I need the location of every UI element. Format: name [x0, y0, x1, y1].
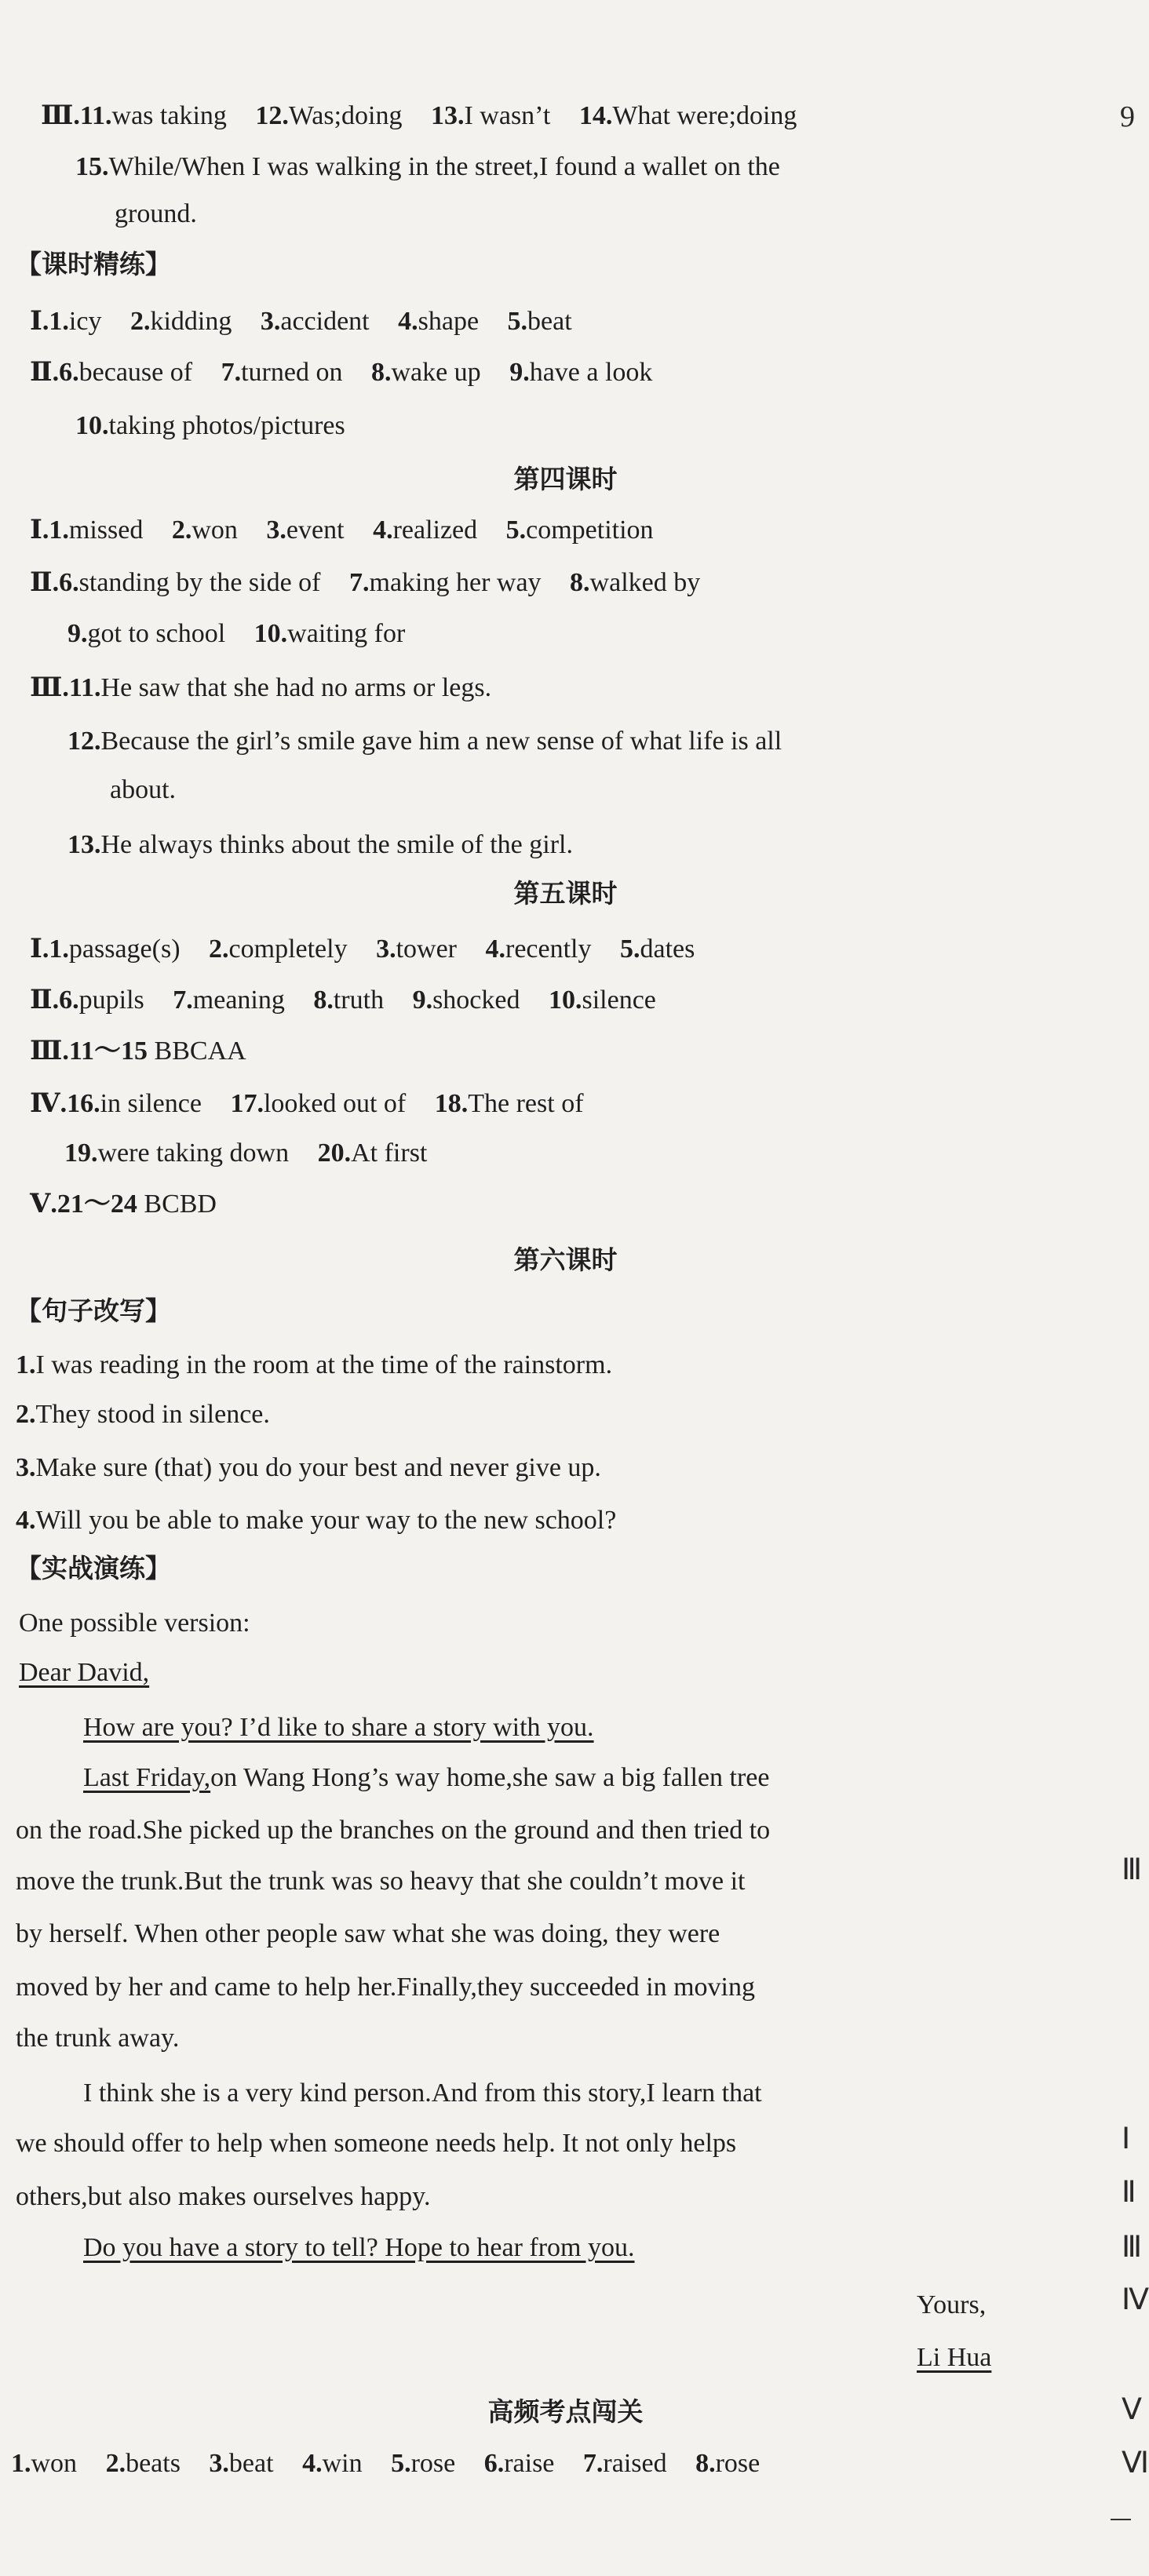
- answer-text: At first: [351, 1139, 428, 1168]
- answer-text: BCBD: [144, 1190, 217, 1219]
- item-number: 10.: [75, 411, 109, 440]
- item-number: 11.: [79, 101, 112, 130]
- item-number: 9.: [412, 986, 433, 1015]
- answer-text: wake up: [391, 358, 481, 387]
- answer-text: Make sure (that) you do your best and never give up.: [35, 1453, 601, 1482]
- kj-section2-line: [30, 357, 652, 388]
- letter-p2-line2: on the road.She picked up the branches on the ground and then tried to: [16, 1816, 771, 1845]
- answer-text: icy: [68, 307, 102, 336]
- item-number: 1.: [49, 307, 69, 336]
- item-number: 2.: [171, 516, 192, 545]
- answer-text: kidding: [150, 307, 232, 336]
- item-number: 5.: [507, 307, 528, 336]
- item-number: 7.: [349, 568, 370, 597]
- item-number: 1.: [49, 935, 69, 964]
- edge-glyph: Ⅲ: [1122, 1853, 1143, 1886]
- l4-section2-line: [30, 567, 700, 598]
- letter-salutation: Dear David,: [19, 1658, 150, 1687]
- item-number: 8.: [370, 358, 392, 387]
- item-number: 2.: [105, 2449, 126, 2478]
- l4-item13-line: [67, 829, 573, 860]
- item-number: 1.: [11, 2449, 31, 2478]
- answer-text: beat: [228, 2449, 274, 2478]
- answer-text: raise: [504, 2449, 555, 2478]
- item-number: 2.: [16, 1400, 36, 1429]
- answer-text: rose: [715, 2449, 761, 2478]
- answer-text: shape: [418, 307, 480, 336]
- answer-text: because of: [78, 358, 193, 387]
- edge-glyph: 9: [1120, 100, 1135, 133]
- item-number: 10.: [254, 619, 288, 648]
- answer-text: silence: [582, 986, 656, 1015]
- answer-text: turned on: [241, 358, 343, 387]
- answer-text: won: [31, 2449, 78, 2478]
- section3-top-line: [41, 100, 797, 131]
- item-number: 1.: [16, 1350, 36, 1379]
- answer-text: about.: [110, 775, 177, 804]
- item-number: 6.: [483, 2449, 505, 2478]
- item-number: 4.: [485, 935, 506, 964]
- answer-text: passage(s): [68, 935, 181, 964]
- edge-glyph: Ⅴ: [1122, 2393, 1142, 2426]
- roman-numeral: Ⅴ.: [30, 1190, 57, 1219]
- item-number: 12.: [255, 101, 289, 130]
- l5-section5-line: [30, 1189, 217, 1219]
- roman-numeral: Ⅰ.: [30, 516, 49, 545]
- letter-signature: Li Hua: [917, 2343, 992, 2372]
- item-number: 3.: [260, 307, 281, 336]
- answer-text: Was;doing: [288, 101, 403, 130]
- letter-p2-line4: by herself. When other people saw what she was doing, they were: [16, 1919, 720, 1948]
- item-number: 11.: [68, 673, 101, 702]
- l5-section4-line: [30, 1088, 584, 1119]
- kj-item10-line: [75, 410, 345, 441]
- item-number: 11～15: [68, 1037, 148, 1066]
- l5-section2-line: [30, 985, 656, 1015]
- item-number: 4.: [398, 307, 418, 336]
- item-number: 2.: [209, 935, 229, 964]
- letter-closing: Yours,: [917, 2290, 987, 2319]
- answer-text: making her way: [369, 568, 542, 597]
- gaopin-line: [11, 2448, 760, 2479]
- answer-text: Will you be able to make your way to the new school?: [35, 1506, 617, 1535]
- item-number: 14.: [578, 101, 613, 130]
- item-number: 5.: [391, 2449, 411, 2478]
- answer-text: pupils: [78, 986, 144, 1015]
- answer-text: They stood in silence.: [35, 1400, 270, 1429]
- answer-text: tower: [396, 935, 458, 964]
- l5-section3-line: [30, 1036, 246, 1066]
- answer-text: beats: [126, 2449, 181, 2478]
- answer-text: was taking: [111, 101, 227, 130]
- answer-text: He saw that she had no arms or legs.: [100, 673, 492, 702]
- edge-glyph: Ⅲ: [1122, 2231, 1143, 2264]
- rewrite-item: [16, 1399, 270, 1430]
- letter-paragraph-1: How are you? I’d like to share a story with you.: [83, 1713, 594, 1742]
- letter-p2-line3: move the trunk.But the trunk was so heavy that she couldn’t move it: [16, 1867, 746, 1896]
- letter-p3-line2: we should offer to help when someone needs help. It not only helps: [16, 2129, 737, 2158]
- answer-text: standing by the side of: [78, 568, 321, 597]
- answer-text: BBCAA: [154, 1037, 246, 1066]
- roman-numeral: Ⅰ.: [30, 935, 49, 964]
- sample-intro: One possible version:: [19, 1609, 250, 1638]
- item-number: 9.: [67, 619, 88, 648]
- item-number: 19.: [64, 1139, 98, 1168]
- item-number: 18.: [434, 1089, 469, 1118]
- answer-text: won: [192, 516, 238, 545]
- answer-text: ground.: [115, 199, 197, 228]
- answer-text: event: [286, 516, 345, 545]
- item-number: 10.: [549, 986, 582, 1015]
- lesson4-title: 第四课时: [513, 464, 618, 494]
- item-number: 17.: [230, 1089, 264, 1118]
- edge-glyph: Ⅱ: [1122, 2176, 1136, 2209]
- letter-p2-line6: the trunk away.: [16, 2024, 180, 2053]
- item-number: 15.: [75, 152, 109, 181]
- item-number: 3.: [266, 516, 286, 545]
- letter-p3-line1: I think she is a very kind person.And from this story,I learn that: [83, 2079, 762, 2108]
- answer-text: shocked: [432, 986, 520, 1015]
- answer-text: meaning: [192, 986, 285, 1015]
- answer-text: I wasn’t: [464, 101, 551, 130]
- item-number: 1.: [49, 516, 69, 545]
- item-number: 8.: [313, 986, 334, 1015]
- item-number: 21～24: [57, 1190, 137, 1219]
- item-number: 13.: [67, 830, 101, 859]
- answer-text: dates: [640, 935, 695, 964]
- lesson6-title: 第六课时: [513, 1244, 618, 1275]
- letter-text: on Wang Hong’s way home,she saw a big fallen tree: [210, 1763, 770, 1792]
- item-number: 9.: [509, 358, 530, 387]
- roman-numeral: Ⅲ.: [41, 101, 80, 130]
- roman-numeral: Ⅲ.: [30, 1037, 69, 1066]
- l4-section2-line2: [67, 618, 405, 649]
- edge-glyph: Ⅰ: [1122, 2122, 1131, 2155]
- item-number: 7.: [221, 358, 242, 387]
- answer-text: missed: [68, 516, 144, 545]
- item-number: 16.: [67, 1089, 100, 1118]
- answer-text: I was reading in the room at the time of the rainstorm.: [35, 1350, 613, 1379]
- item-number: 6.: [59, 986, 79, 1015]
- item-number: 4.: [302, 2449, 323, 2478]
- gaopin-title: 高频考点闯关: [487, 2396, 644, 2427]
- rewrite-item: [16, 1452, 601, 1483]
- item-number: 5.: [505, 516, 527, 545]
- answer-text: waiting for: [287, 619, 406, 648]
- answer-text: recently: [505, 935, 592, 964]
- l4-item12-line2: [110, 774, 176, 805]
- roman-numeral: Ⅲ.: [30, 673, 69, 702]
- letter-p2-line5: moved by her and came to help her.Finally,they succeeded in moving: [16, 1973, 755, 2002]
- answer-text: raised: [603, 2449, 667, 2478]
- item-number: 5.: [620, 935, 640, 964]
- item-number: 13.: [430, 101, 465, 130]
- underlined-phrase: Last Friday,: [83, 1763, 211, 1792]
- answer-text: competition: [526, 516, 654, 545]
- section-header-practice: 【实战演练】: [16, 1553, 171, 1583]
- roman-numeral: Ⅳ.: [30, 1089, 67, 1118]
- section-header-rewrite: 【句子改写】: [16, 1295, 171, 1326]
- roman-numeral: Ⅰ.: [30, 307, 49, 336]
- item-number: 7.: [582, 2449, 604, 2478]
- roman-numeral: Ⅱ.: [30, 986, 60, 1015]
- item-number: 12.: [67, 727, 101, 756]
- l5-section1-line: [30, 934, 695, 964]
- section-header-keshi-jinglian: 【课时精练】: [16, 249, 171, 279]
- item-number: 6.: [59, 568, 79, 597]
- item-number: 4.: [16, 1506, 36, 1535]
- roman-numeral: Ⅱ.: [30, 568, 60, 597]
- answer-text: have a look: [529, 358, 653, 387]
- edge-glyph: Ⅳ: [1122, 2283, 1149, 2316]
- rewrite-item: [16, 1350, 612, 1380]
- edge-glyph: Ⅵ: [1122, 2447, 1149, 2479]
- l4-item12-line1: [67, 726, 782, 756]
- answer-text: in silence: [100, 1089, 202, 1118]
- answer-text: Because the girl’s smile gave him a new sense of what life is all: [100, 727, 782, 756]
- l4-section1-line: [30, 515, 654, 545]
- answer-text: The rest of: [468, 1089, 584, 1118]
- item-number: 3.: [376, 935, 396, 964]
- lesson5-title: 第五课时: [513, 878, 618, 909]
- item-number: 3.: [209, 2449, 229, 2478]
- item-number: 3.: [16, 1453, 36, 1482]
- answer-text: beat: [527, 307, 572, 336]
- answer-text: walked by: [589, 568, 701, 597]
- letter-p2-line1: [83, 1762, 769, 1793]
- answer-text: accident: [280, 307, 370, 336]
- item-number: 6.: [59, 358, 79, 387]
- l5-section4-line2: [64, 1138, 427, 1168]
- item15-line2: [115, 199, 197, 229]
- roman-numeral: Ⅱ.: [30, 358, 60, 387]
- answer-text: truth: [333, 986, 385, 1015]
- item15-line1: [75, 151, 780, 182]
- answer-text: got to school: [87, 619, 226, 648]
- letter-paragraph-4: Do you have a story to tell? Hope to hear from you.: [83, 2233, 635, 2262]
- letter-p3-line3: others,but also makes ourselves happy.: [16, 2182, 431, 2211]
- kj-section1-line: [30, 306, 572, 337]
- answer-text: realized: [392, 516, 478, 545]
- answer-text: looked out of: [263, 1089, 407, 1118]
- item-number: 20.: [317, 1139, 352, 1168]
- answer-text: What were;doing: [612, 101, 797, 130]
- l4-item11-line: [30, 672, 491, 703]
- item-number: 8.: [695, 2449, 716, 2478]
- answer-text: He always thinks about the smile of the girl.: [100, 830, 573, 859]
- answer-text: rose: [410, 2449, 456, 2478]
- answer-text: taking photos/pictures: [108, 411, 345, 440]
- answer-text: completely: [228, 935, 348, 964]
- item-number: 7.: [173, 986, 193, 1015]
- item-number: 4.: [373, 516, 393, 545]
- answer-text: win: [322, 2449, 363, 2478]
- answer-text: While/When I was walking in the street,I found a wallet on the: [108, 152, 780, 181]
- rewrite-item: [16, 1505, 616, 1536]
- answer-text: were taking down: [97, 1139, 290, 1168]
- item-number: 2.: [129, 307, 151, 336]
- item-number: 8.: [570, 568, 590, 597]
- edge-rule: [1111, 2519, 1131, 2520]
